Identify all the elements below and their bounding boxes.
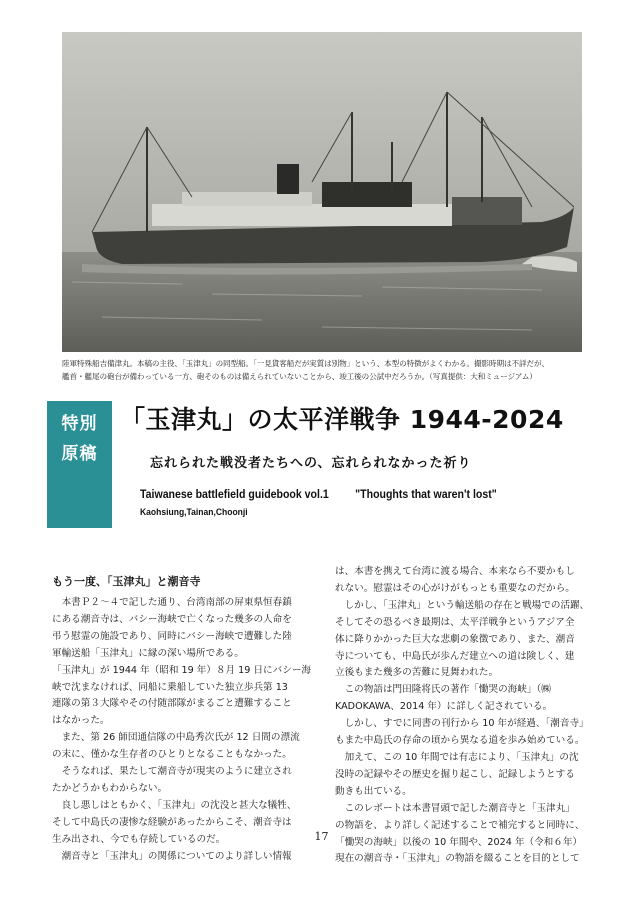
left-column (52, 572, 320, 866)
body-line: 動きも出ている。 (335, 785, 412, 797)
english-title (140, 487, 497, 501)
section-heading: もう一度、「玉津丸」と潮音寺 (52, 575, 201, 588)
body-line: れない。慰霊はその心がけがもっとも重要なのだから。 (335, 582, 575, 594)
body-line: KADOKAWA、2014 年）に詳しく記されている。 (335, 701, 553, 713)
body-line: そしてその恐るべき最期は、太平洋戦争というアジア全 (335, 616, 575, 628)
body-line: 現在の潮音寺・「玉津丸」の物語を綴ることを目的として (335, 853, 580, 865)
body-line: 潮音寺と「玉津丸」の関係についてのより詳しい情報 (52, 850, 292, 862)
body-line: 弔う慰霊の施設であり、同時にバシー海峡で遭難した陸 (52, 630, 292, 642)
body-line: 良し悪しはともかく、「玉津丸」の沈没と甚大な犠牲、 (52, 799, 297, 811)
body-line: たかどうかもわからない。 (52, 782, 168, 794)
body-line: 没時の記録やその歴史を掘り起こし、記録しようとする (335, 768, 575, 780)
page-number: 17 (314, 830, 329, 843)
body-line: の末に、僅かな生存者のひとりとなることもなかった。 (52, 749, 292, 761)
body-line: 峡で沈まなければ、同船に乗船していた独立歩兵第 13 (52, 681, 288, 693)
body-line: は、本書を携えて台湾に渡る場合、本来なら不要かもし (335, 566, 575, 577)
body-line: の物語を、より詳しく記述することで補完すると同時に、 (335, 819, 585, 831)
guidebook-title: Taiwanese battlefield guidebook vol.1 (140, 487, 329, 501)
body-line: この物語は門田隆将氏の著作「慟哭の海峡」（㈱ (335, 684, 551, 696)
english-quote: "Thoughts that waren't lost" (355, 487, 497, 501)
body-line: 立後もまた幾多の苦難に見舞われた。 (335, 667, 499, 679)
ship-photo (62, 32, 582, 352)
body-line: もまた中島氏の存命の頃から異なる道を歩み始めている。 (335, 735, 585, 747)
body-line: 加えて、この 10 年間では有志により、「玉津丸」の沈 (335, 751, 579, 763)
body-line: しかし、「玉津丸」という輸送船の存在と戦場での活躍、 (335, 599, 590, 611)
article-title: 「玉津丸」の太平洋戦争 1944-2024 (120, 405, 564, 434)
body-line: そして中島氏の凄惨な経験があったからこそ、潮音寺は (52, 816, 292, 828)
body-line: また、第 26 師団通信隊の中島秀次氏が 12 日間の漂流 (52, 732, 300, 744)
body-line: このレポートは本書冒頭で記した潮音寺と「玉津丸」 (335, 802, 575, 814)
body-line: 「慟哭の海峡」以後の 10 年間や、2024 年（令和６年） (335, 836, 583, 848)
caption-line: 艦首・艦尾の砲台が備わっている一方、砲そのものは備えられていないことから、竣工後の公試中だろうか。（写真提供：大和ミュージアム） (62, 372, 537, 381)
body-line: 軍輸送船「玉津丸」に縁の深い場所である。 (52, 647, 244, 659)
body-line: 寺についても、中島氏が歩んだ建立への道は険しく、建 (335, 650, 575, 662)
english-places: Kaohsiung,Tainan,Choonji (140, 507, 248, 518)
special-article-tag (47, 401, 112, 528)
body-line: 「玉津丸」が 1944 年（昭和 19 年）８月 19 日にバシー海 (52, 664, 312, 676)
tag-line: 原稿 (61, 444, 98, 464)
body-line: 生み出され、今でも存続しているのだ。 (52, 833, 226, 845)
body-line: 連隊の第３大隊やその付随部隊がまるごと遭難すること (52, 698, 292, 710)
article-subtitle: 忘れられた戦没者たちへの、忘れられなかった祈り (150, 456, 472, 471)
caption-line: 陸軍特殊船吉備津丸。本稿の主役、「玉津丸」の同型船。「一見貨客船だが実質は別物」という、本型の特徴がよくわかる。撮影時期は不詳だが、 (62, 359, 549, 368)
tag-line: 特別 (61, 414, 98, 434)
body-line: 体に降りかかった巨大な悲劇の象徴であり、また、潮音 (335, 633, 575, 645)
body-line: しかし、すでに同書の刊行から 10 年が経過、「潮音寺」 (335, 718, 589, 730)
photo-caption (62, 357, 592, 383)
body-line: はなかった。 (52, 715, 110, 727)
right-column (335, 564, 605, 868)
body-line: 本書Ｐ２～４で記した通り、台湾南部の屏東県恒春鎮 (52, 597, 292, 608)
body-line: そうなれば、果たして潮音寺が現実のように建立され (52, 766, 292, 778)
body-line: にある潮音寺は、バシー海峡で亡くなった幾多の人命を (52, 613, 292, 625)
